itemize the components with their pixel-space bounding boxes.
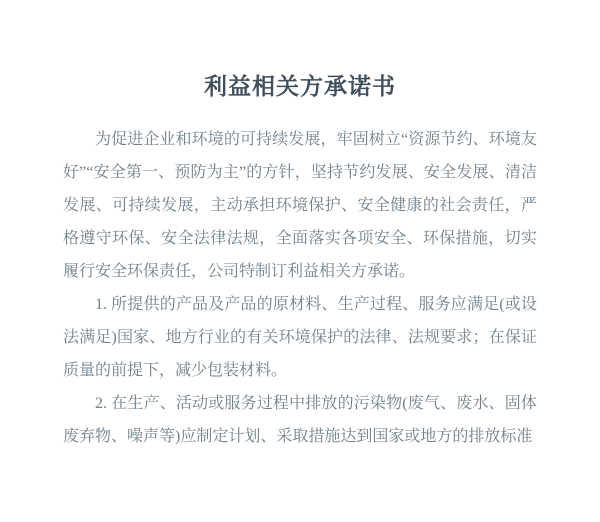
document-body [63,123,537,453]
document-page [0,72,600,522]
document-title: 利益相关方承诺书 [204,73,396,99]
paragraph-item-2: 2. 在生产、活动或服务过程中排放的污染物(废气、废水、固体废弃物、噪声等)应制定计划、采取措施达到国家或地方的排放标准 [63,395,537,445]
paragraph-intro: 为促进企业和环境的可持续发展，牢固树立“资源节约、环境友好”“安全第一、预防为主”的方针，坚持节约发展、安全发展、清洁发展、可持续发展，主动承担环境保护、安全健康的社会责任，严格遵守环保、安全法律法规，全面落实各项安全、环保措施，切实履行安全环保责任，公司特制订利益相关方承诺。 [63,131,537,280]
paragraph-item-1: 1. 所提供的产品及产品的原材料、生产过程、服务应满足(或设法满足)国家、地方行业的有关环境保护的法律、法规要求；在保证质量的前提下，减少包装材料。 [63,296,537,379]
